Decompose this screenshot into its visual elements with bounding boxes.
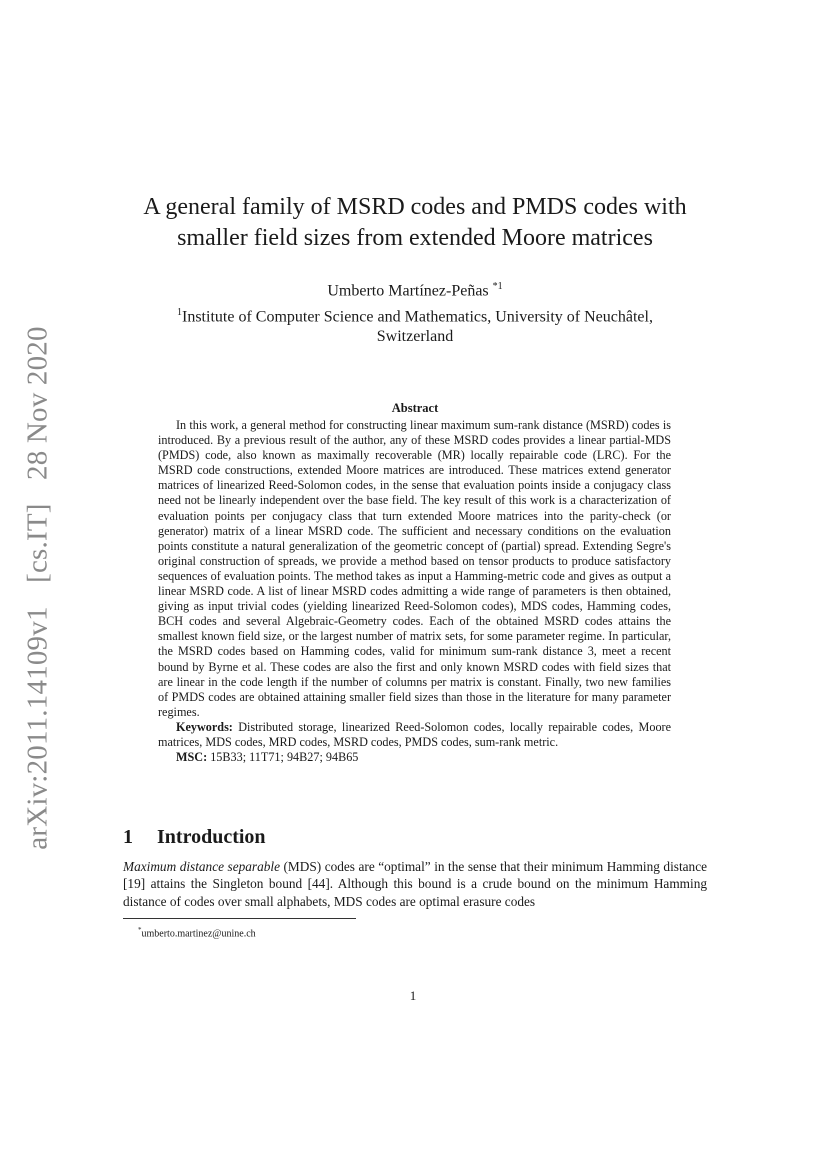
footnote-rule (123, 918, 356, 919)
author (100, 277, 730, 301)
section-title: Introduction (157, 826, 266, 848)
author-name: Umberto Martínez-Peñas (327, 282, 489, 300)
arxiv-id: arXiv:2011.14109v1 (21, 606, 54, 850)
section-heading (123, 826, 266, 849)
msc-label: MSC: (176, 750, 208, 765)
abstract-heading: Abstract (391, 401, 439, 415)
footnote (138, 924, 256, 940)
author-marks: *1 (492, 281, 503, 292)
msc-text: 15B33; 11T71; 94B27; 94B65 (210, 750, 359, 765)
intro-italic-lead: Maximum distance separable (123, 859, 280, 874)
title-line-1: A general family of MSRD codes and PMDS codes with (143, 194, 687, 220)
affiliation-line-1: Institute of Computer Science and Mathematics, University of Neuchâtel, (182, 308, 653, 326)
section-number: 1 (123, 826, 133, 848)
keywords-label: Keywords: (176, 719, 233, 734)
title-line-2: smaller field sizes from extended Moore matrices (177, 225, 653, 251)
msc (158, 750, 671, 765)
affiliation-mark: 1 (177, 307, 182, 318)
page-number: 1 (409, 988, 417, 1003)
introduction-body (123, 858, 707, 910)
intro-paragraph (123, 858, 707, 910)
abstract-text: In this work, a general method for constructing linear maximum sum-rank distance (MSRD) codes is introduced. By a previous result of the author, any of these MSRD codes provides a linear partial-MDS (PMDS) code, also known as maximally recoverable (MR) locally repairable code (LRC). For the MSRD code constructions, extended Moore matrices are introduced. These matrices extend generator matrices of linearized Reed-Solomon codes, in the sense that evaluation points inside a conjugacy class need not be linearly independent over the base field. The key result of this work is a characterization of evaluation points per conjugacy class that turn extended Moore matrices into the parity-check (or generator) matrix of a linear MSRD code. The sufficient and necessary conditions on the evaluation points constitute a natural generalization of the geometric concept of (partial) spread. Extending Segre's original construction of spreads, we provide a method based on tensor products to produce satisfactory sequences of evaluation points. The method takes as input a Hamming-metric code and gives as output a linear MSRD code. A list of linear MSRD codes admitting a wide range of parameters is then obtained, giving as input trivial codes (yielding linearized Reed-Solomon codes), MDS codes, Hamming codes, BCH codes and several Algebraic-Geometry codes. Each of the obtained MSRD codes attains the smallest known field size, or the largest number of matrix sets, for some parameter regime. In particular, the MSRD codes based on Hamming codes, valid for minimum sum-rank distance 3, meet a recent bound by Byrne et al. These codes are also the first and only known MSRD codes with field sizes that are linear in the code length if the number of columns per matrix is constant. Finally, two new families of PMDS codes are obtained attaining smaller field sizes than those in the literature for many parameter regimes. (158, 418, 671, 719)
footnote-email: umberto.martinez@unine.ch (141, 928, 256, 940)
abstract (158, 418, 671, 765)
keywords (158, 720, 671, 750)
arxiv-stamp (22, 310, 55, 849)
affiliation (100, 303, 730, 347)
keywords-text: Distributed storage, linearized Reed-Solomon codes, locally repairable codes, Moore matrices, MDS codes, MRD codes, MSRD codes, PMDS codes, sum-rank metric. (158, 719, 672, 749)
footnote-mark: * (138, 926, 142, 934)
arxiv-category: [cs.IT] (21, 503, 54, 583)
arxiv-date: 28 Nov 2020 (21, 326, 54, 480)
paper-title (100, 192, 730, 254)
intro-text: (MDS) codes are “optimal” in the sense that their minimum Hamming distance [19] attains the Singleton bound [44]. Although this bound is a crude bound on the minimum Hamming distance of codes over small alphabets, MDS codes are optimal erasure codes (123, 859, 707, 909)
affiliation-line-2: Switzerland (376, 328, 454, 346)
